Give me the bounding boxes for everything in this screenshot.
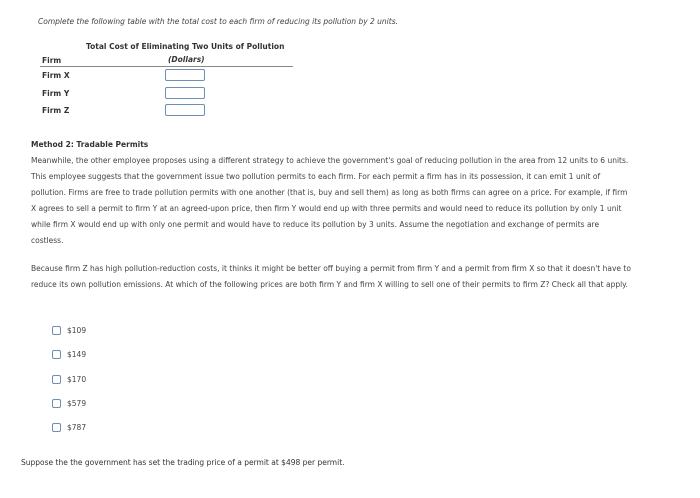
tradable-permits-paragraph: Meanwhile, the other employee proposes using a different strategy to achieve the government's goal of reducing pollution in the area from 12 units to 6 units. This employee suggests that the government issue two pollution permits to each firm. For each permit a firm has in its possession, it can emit 1 unit of pollution. Firms are free to trade pollution permits with one another (that is, buy and sell them) as long as both firms can agree on a price. For example, if firm X agrees to sell a permit to firm Y at an agreed-upon price, then firm Y would end up with three permits and would need to reduce its pollution by only 1 unit while firm X would end up with only one permit and would have to reduce its pollution by 3 units. Assume the negotiation and exchange of permits are costless. <box>31 156 629 245</box>
row-label-firm-x: Firm X <box>42 71 70 80</box>
instructions-text: Complete the following table with the total cost to each firm of reducing its pollution by 2 units. <box>38 17 398 26</box>
option-170[interactable] <box>52 373 86 385</box>
firm-column-header: Firm <box>42 56 62 65</box>
option-109[interactable] <box>52 324 86 336</box>
table-title: Total Cost of Eliminating Two Units of Pollution <box>86 42 285 51</box>
table-header-divider <box>40 66 293 67</box>
firm-y-cost-input[interactable] <box>165 87 205 99</box>
question-paragraph: Because firm Z has high pollution-reduction costs, it thinks it might be better off buying a permit from firm Y and a permit from firm X so that it doesn't have to reduce its own pollution emissions. At which of the following prices are both firm Y and firm X willing to sell one of their permits to firm Z? Check all that apply. <box>31 264 631 289</box>
firm-z-cost-input[interactable] <box>165 104 205 116</box>
checkbox[interactable] <box>52 423 61 432</box>
firm-x-cost-input[interactable] <box>165 69 205 81</box>
checkbox[interactable] <box>52 326 61 335</box>
option-label: $787 <box>67 422 87 432</box>
table-subtitle: (Dollars) <box>168 55 205 64</box>
option-label: $170 <box>67 374 87 384</box>
row-label-firm-y: Firm Y <box>42 89 70 98</box>
option-149[interactable] <box>52 348 86 360</box>
row-label-firm-z: Firm Z <box>42 106 70 115</box>
option-label: $109 <box>67 325 87 335</box>
option-787[interactable] <box>52 421 86 433</box>
option-label: $149 <box>67 349 87 359</box>
trading-price-text: Suppose the the government has set the trading price of a permit at $498 per permit. <box>21 458 345 467</box>
checkbox[interactable] <box>52 375 61 384</box>
option-579[interactable] <box>52 397 86 409</box>
checkbox[interactable] <box>52 350 61 359</box>
option-label: $579 <box>67 398 87 408</box>
method-heading: Method 2: Tradable Permits <box>31 140 149 149</box>
checkbox[interactable] <box>52 399 61 408</box>
